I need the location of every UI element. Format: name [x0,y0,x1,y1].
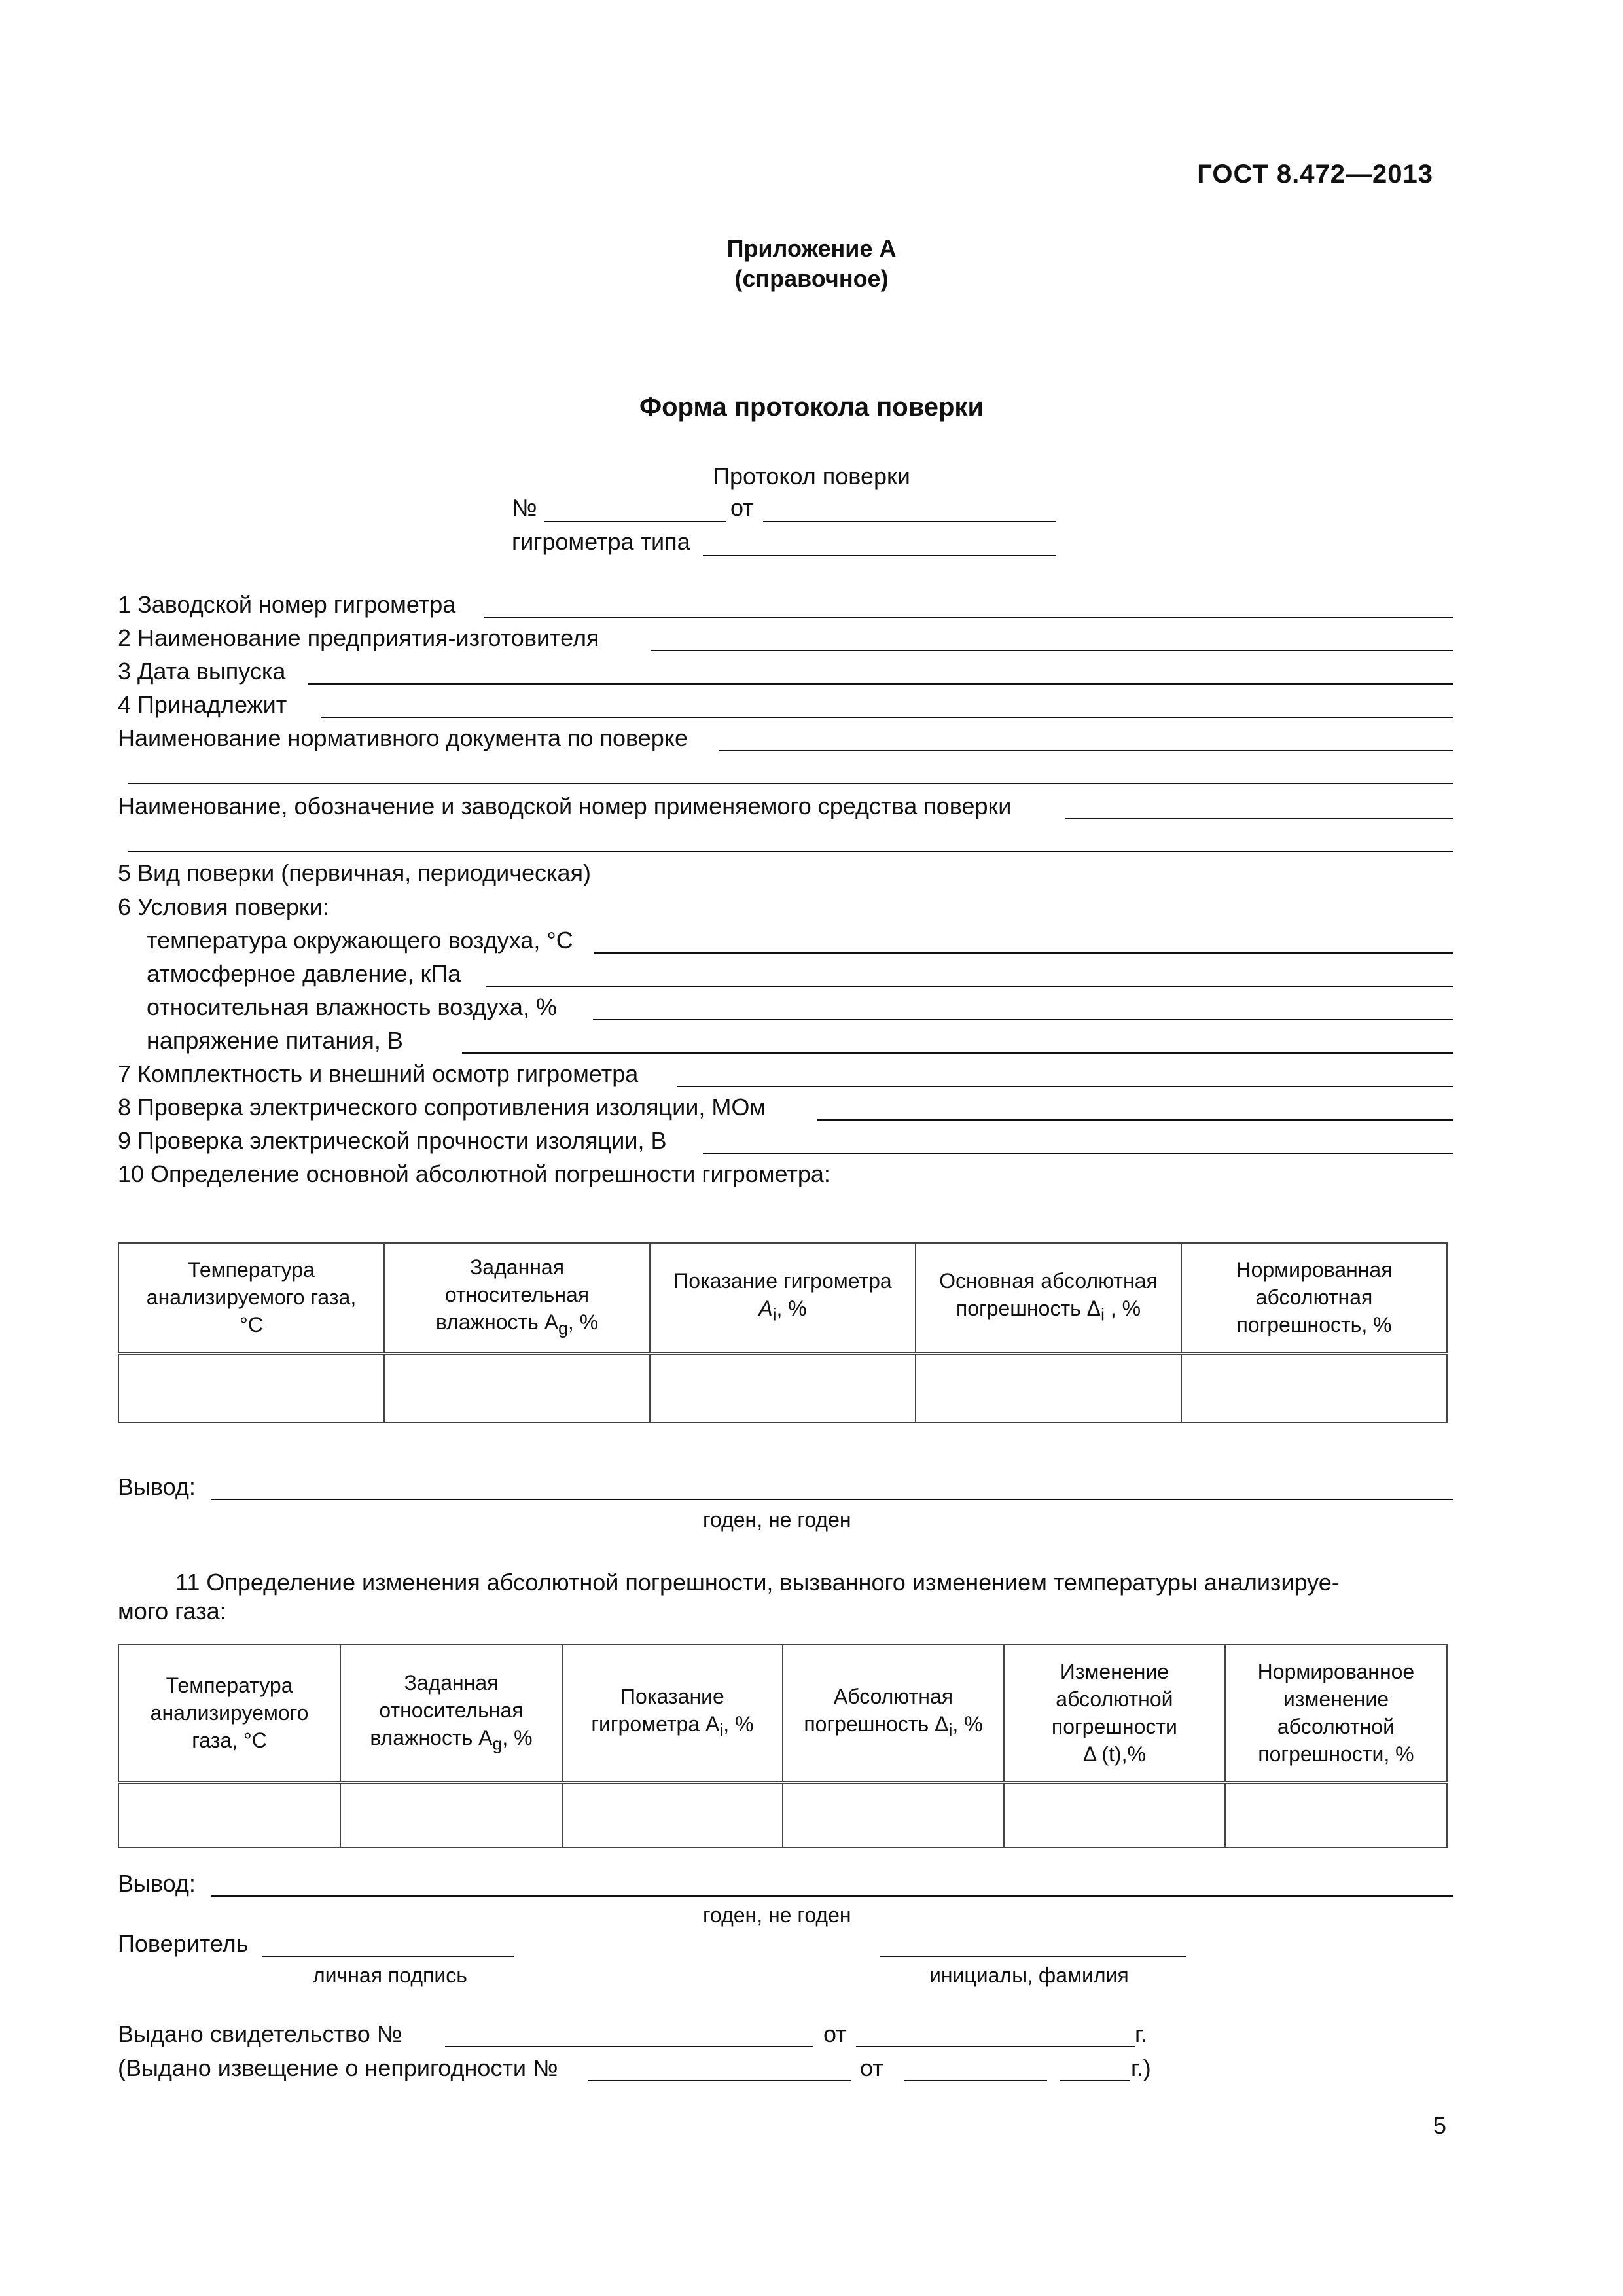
t2-cell[interactable] [783,1782,1004,1848]
item-2: 2 Наименование предприятия-изготовителя [118,624,599,651]
certificate-from-label: от [823,2020,847,2047]
t1-col-abs-error: Основная абсолютная погрешность $\Delta_i$ , % [916,1243,1181,1353]
item-6: 6 Условия поверки: [118,893,329,920]
certificate-date-field[interactable] [856,2046,1135,2047]
page-number: 5 [1433,2112,1447,2139]
pressure-field[interactable] [486,986,1453,987]
verification-means-label: Наименование, обозначение и заводской номер применяемого средства поверки [118,793,1012,819]
item-10: 10 Определение основной абсолютной погрешности гигрометра: [118,1160,830,1187]
notice-date-field[interactable] [904,2080,1047,2081]
condition-voltage: напряжение питания, В [147,1027,403,1054]
completeness-field[interactable] [677,1086,1453,1087]
t2-col-abs-error: Абсолютная погрешность $\Delta_i$, % [783,1645,1004,1782]
condition-temperature: температура окружающего воздуха, °С [147,927,573,954]
t2-col-error-change: Изменение абсолютной погрешности Δ (t),% [1004,1645,1225,1782]
owner-field[interactable] [321,717,1453,718]
notice-number-field[interactable] [588,2080,851,2081]
name-field[interactable] [880,1956,1186,1957]
t2-cell[interactable] [118,1782,340,1848]
insulation-resistance-field[interactable] [817,1119,1453,1121]
conclusion-1-field[interactable] [211,1499,1453,1500]
release-date-field[interactable] [308,683,1453,685]
item-8: 8 Проверка электрического сопротивления изоляции, МОм [118,1094,766,1121]
conclusion-2-field[interactable] [211,1895,1453,1897]
protocol-number-label: № [512,494,537,521]
t2-col-set-humidity: Заданная относительная влажность $A_g$, % [340,1645,562,1782]
item-3: 3 Дата выпуска [118,658,286,685]
normative-doc-field[interactable] [719,750,1453,751]
appendix-subtitle: (справочное) [734,265,889,292]
signature-field[interactable] [262,1956,514,1957]
humidity-field[interactable] [593,1019,1453,1020]
insulation-strength-field[interactable] [703,1153,1453,1154]
appendix-title: Приложение А [726,235,897,262]
t2-col-reading: Показание гигрометра $A_i$, % [562,1645,783,1782]
protocol-type-label: гигрометра типа [512,528,690,555]
verification-means-field[interactable] [1065,818,1453,819]
protocol-date-field[interactable] [763,521,1056,522]
t1-col-normed-error: Нормированная абсолютная погрешность, % [1181,1243,1447,1353]
item-5: 5 Вид поверки (первичная, периодическая) [118,859,592,886]
table-main-error [118,1242,1448,1423]
protocol-number-field[interactable] [544,521,726,522]
t2-cell[interactable] [562,1782,783,1848]
normative-doc-field-2[interactable] [128,783,1453,784]
name-caption: инициалы, фамилия [929,1964,1129,1987]
t2-cell[interactable] [340,1782,562,1848]
t2-cell[interactable] [1004,1782,1225,1848]
t1-cell[interactable] [1181,1353,1447,1422]
item-4: 4 Принадлежит [118,691,287,718]
protocol-title: Протокол поверки [713,463,910,490]
certificate-year-suffix: г. [1135,2020,1147,2047]
item-7: 7 Комплектность и внешний осмотр гигрометра [118,1060,639,1087]
item-11-line-1: 11 Определение изменения абсолютной погрешности, вызванного изменением температуры анализируе- [175,1569,1340,1596]
hygrometer-type-field[interactable] [703,555,1056,556]
t1-cell[interactable] [384,1353,650,1422]
voltage-field[interactable] [462,1052,1453,1054]
temperature-field[interactable] [594,952,1453,954]
conclusion-2-caption: годен, не годен [703,1903,851,1927]
standard-number: ГОСТ 8.472—2013 [1197,160,1433,188]
t1-cell[interactable] [916,1353,1181,1422]
normative-doc-label: Наименование нормативного документа по поверке [118,725,688,751]
t2-col-temperature: Температура анализируемого газа, °С [118,1645,340,1782]
notice-label: (Выдано извещение о непригодности № [118,2054,558,2081]
item-9: 9 Проверка электрической прочности изоляции, В [118,1127,667,1154]
signature-caption: личная подпись [313,1964,467,1987]
verifier-label: Поверитель [118,1930,249,1957]
t1-cell[interactable] [650,1353,916,1422]
certificate-label: Выдано свидетельство № [118,2020,402,2047]
t1-col-temperature: Температура анализируемого газа, °С [118,1243,384,1353]
t1-col-reading: Показание гигрометра $A_i$, % [650,1243,916,1353]
t1-cell[interactable] [118,1353,384,1422]
certificate-number-field[interactable] [445,2046,813,2047]
item-11-line-2: мого газа: [118,1598,226,1624]
manufacturer-field[interactable] [651,650,1453,651]
conclusion-2-label: Вывод: [118,1870,196,1897]
t2-cell[interactable] [1225,1782,1447,1848]
serial-number-field[interactable] [484,617,1453,618]
item-1: 1 Заводской номер гигрометра [118,591,456,618]
conclusion-1-caption: годен, не годен [703,1508,851,1532]
conclusion-1-label: Вывод: [118,1473,196,1500]
notice-year-suffix: г.) [1131,2054,1151,2081]
table-temperature-error [118,1644,1448,1848]
notice-year-field[interactable] [1060,2080,1130,2081]
protocol-from-label: от [730,494,754,521]
t2-col-normed-change: Нормированное изменение абсолютной погрешности, % [1225,1645,1447,1782]
condition-humidity: относительная влажность воздуха, % [147,994,558,1020]
condition-pressure: атмосферное давление, кПа [147,960,461,987]
verification-means-field-2[interactable] [128,851,1453,852]
form-title: Форма протокола поверки [639,393,984,422]
t1-col-set-humidity: Заданная относительная влажность $A_g$, % [384,1243,650,1353]
notice-from-label: от [860,2054,883,2081]
